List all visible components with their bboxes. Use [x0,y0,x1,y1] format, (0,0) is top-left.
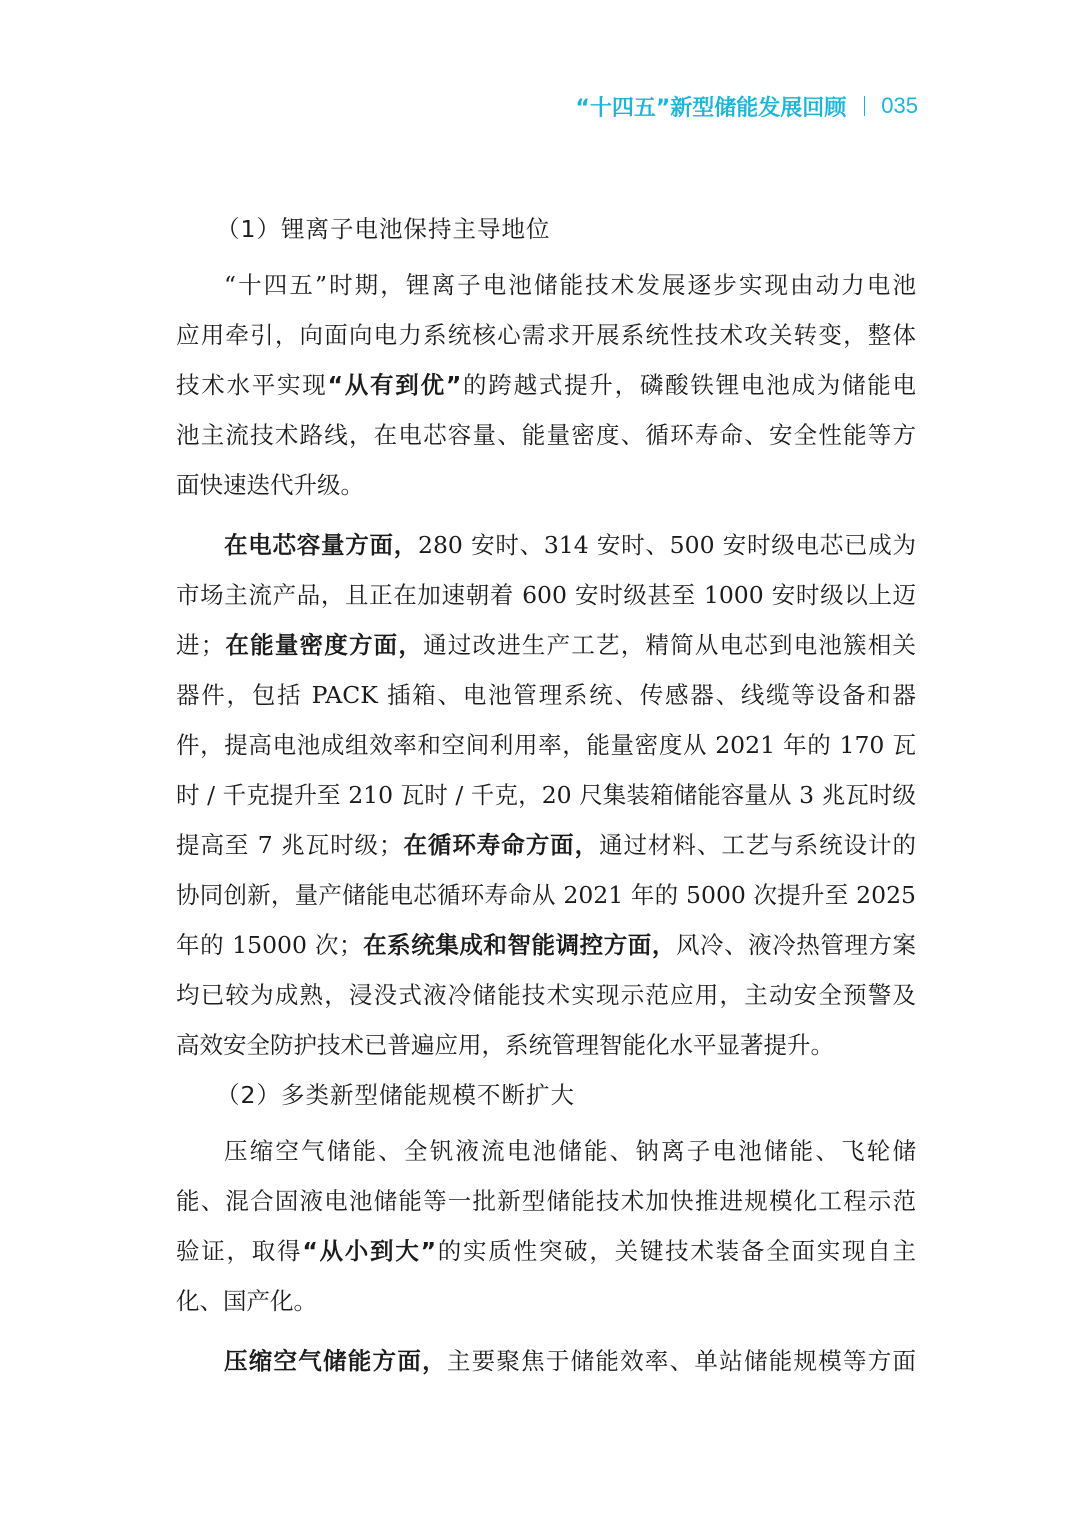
body-text [176,204,916,1386]
paragraph-4 [176,1336,916,1386]
section-heading-1: （1）锂离子电池保持主导地位 [216,215,551,243]
text-span: 验证，取得 [176,1237,303,1265]
text-line: 压缩空气储能、全钒液流电池储能、钠离子电池储能、飞轮储 [224,1137,916,1165]
text-line: 高效安全防护技术已普遍应用，系统管理智能化水平显著提升。 [176,1031,834,1059]
text-line [176,820,916,870]
text-line: 件，提高电池成组效率和空间利用率，能量密度从 2021 年的 170 瓦 [176,731,916,759]
paragraph-3 [176,1126,916,1326]
text-line [176,620,916,670]
text-line [176,360,916,410]
emphasis-phrase: “从有到优” [327,371,462,399]
emphasis-phrase: “从小到大” [302,1237,437,1265]
text-span: 通过材料、工艺与系统设计的 [599,831,916,859]
running-header [575,86,918,126]
paragraph-2 [176,520,916,1070]
text-span: 提高至 7 兆瓦时级； [176,831,403,859]
text-line [176,1226,916,1276]
bold-lead: 在能量密度方面， [224,631,424,659]
text-line [176,1336,916,1386]
text-span: 280 安时、314 安时、500 安时级电芯已成为 [418,531,916,559]
page-number: 035 [881,93,918,118]
bold-lead: 在电芯容量方面， [224,531,419,559]
text-line: 市场主流产品，且正在加速朝着 600 安时级甚至 1000 安时级以上迈 [176,581,916,609]
text-span: 主要聚焦于储能效率、单站储能规模等方面 [446,1347,917,1375]
text-span: 通过改进生产工艺，精简从电芯到电池簇相关 [423,631,917,659]
header-title: “十四五”新型储能发展回顾 [575,95,847,121]
paragraph-1 [176,260,916,510]
text-span: 风冷、液冷热管理方案 [675,931,917,959]
header-divider [864,96,865,116]
bold-lead: 压缩空气储能方面， [224,1347,447,1375]
text-span: 的实质性突破，关键技术装备全面实现自主 [436,1237,917,1265]
text-line: “十四五”时期，锂离子电池储能技术发展逐步实现由动力电池 [224,271,916,299]
text-line: 面快速迭代升级。 [176,471,364,499]
text-line: 应用牵引，向面向电力系统核心需求开展系统性技术攻关转变，整体 [176,321,916,349]
text-span: 技术水平实现 [176,371,328,399]
text-line: 化、国产化。 [176,1287,317,1315]
text-line: 时 / 千克提升至 210 瓦时 / 千克，20 尺集装箱储能容量从 3 兆瓦时级 [176,781,916,809]
text-span: 的跨越式提升，磷酸铁锂电池成为储能电 [461,371,917,399]
bold-lead: 在系统集成和智能调控方面， [362,931,676,959]
text-line [176,920,916,970]
text-line: 池主流技术路线，在电芯容量、能量密度、循环寿命、安全性能等方 [176,421,916,449]
text-span: 进； [176,631,225,659]
text-span: 年的 15000 次； [176,931,363,959]
text-line: 器件，包括 PACK 插箱、电池管理系统、传感器、线缆等设备和器 [176,681,916,709]
text-line: 均已较为成熟，浸没式液冷储能技术实现示范应用，主动安全预警及 [176,981,916,1009]
bold-lead: 在循环寿命方面， [402,831,600,859]
text-line [176,520,916,570]
text-line: 协同创新，量产储能电芯循环寿命从 2021 年的 5000 次提升至 2025 [176,881,916,909]
section-heading-2: （2）多类新型储能规模不断扩大 [216,1081,575,1109]
text-line: 能、混合固液电池储能等一批新型储能技术加快推进规模化工程示范 [176,1187,916,1215]
